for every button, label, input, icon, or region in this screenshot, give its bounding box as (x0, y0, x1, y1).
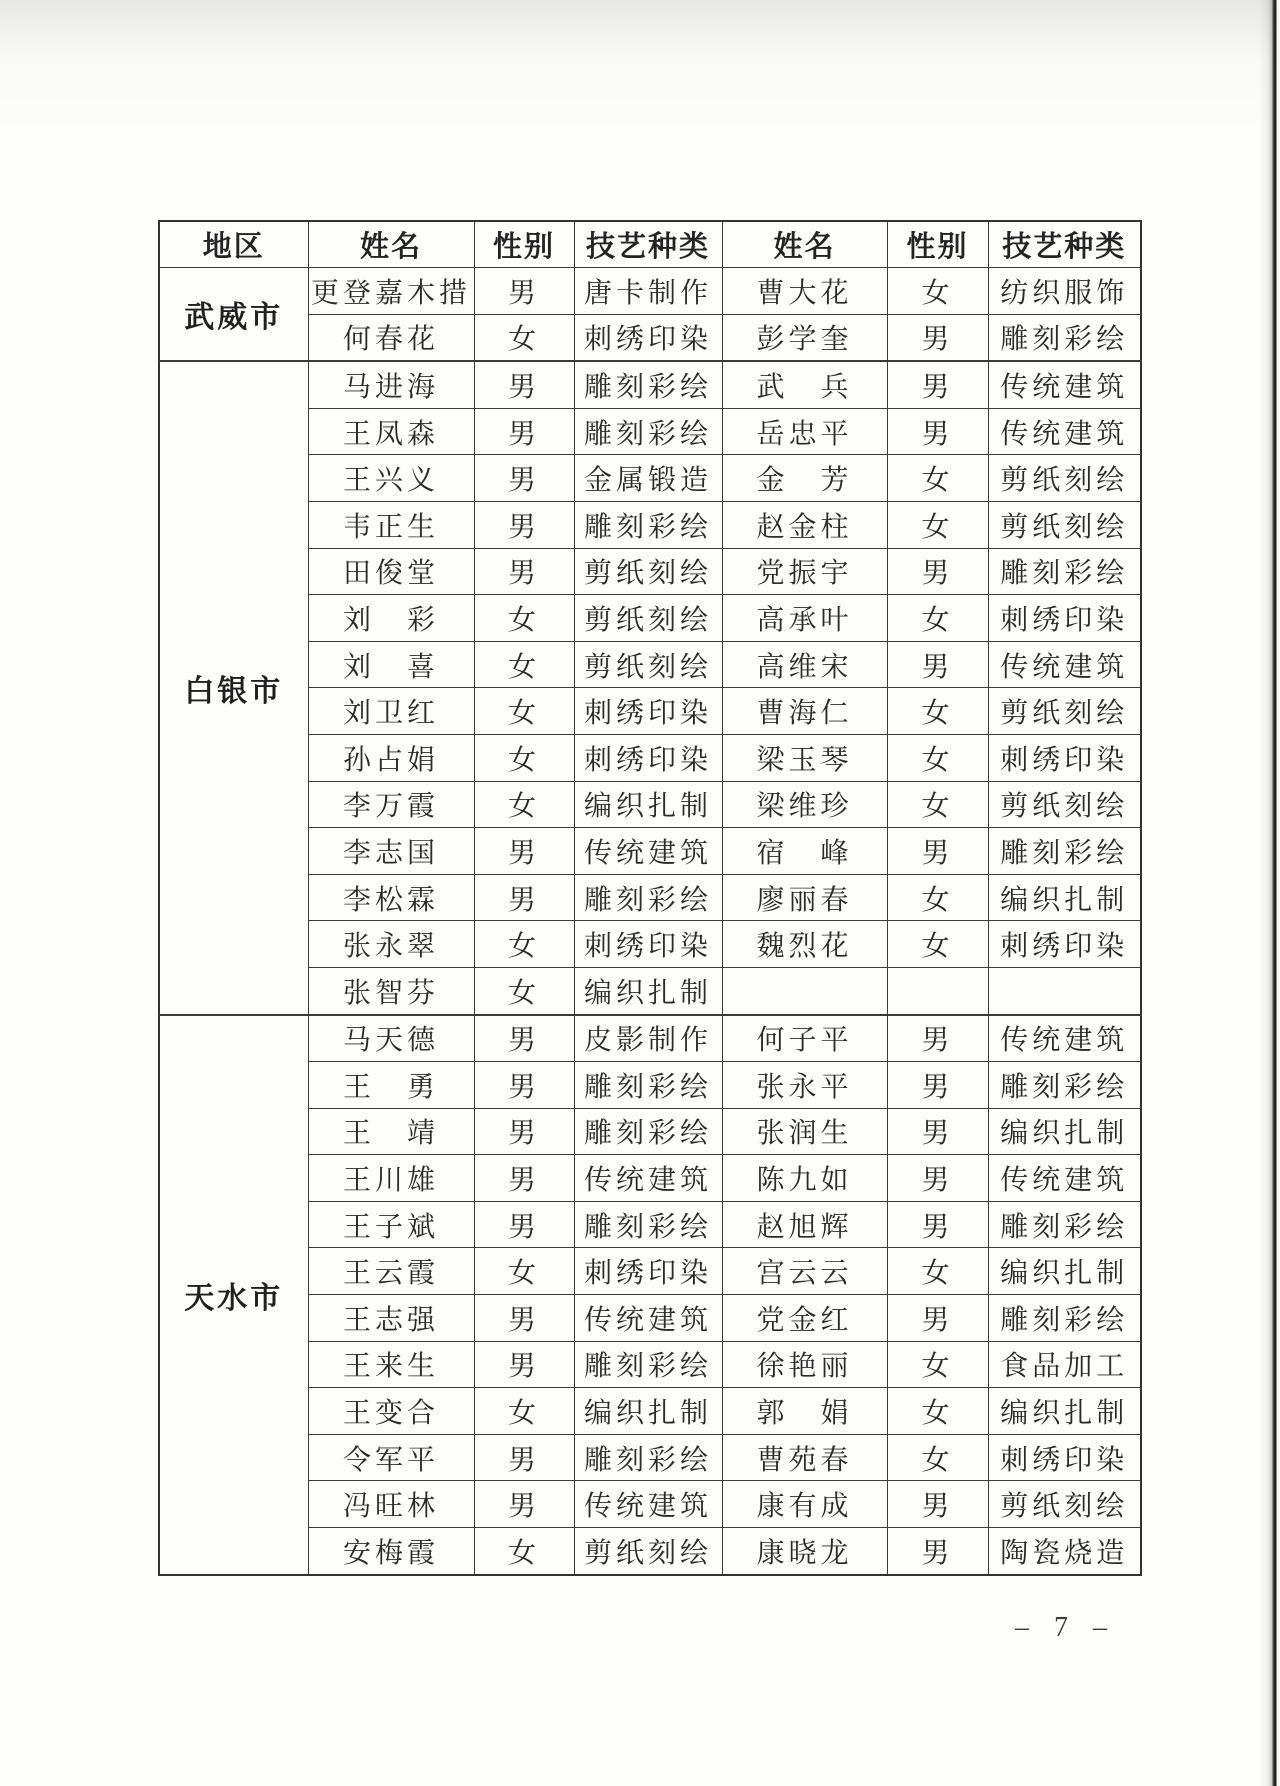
cell-name-2: 梁维珍 (722, 781, 887, 828)
cell-craft-2: 食品加工 (988, 1341, 1141, 1388)
cell-craft-2: 剪纸刻绘 (988, 1481, 1141, 1528)
cell-craft-2: 雕刻彩绘 (988, 1062, 1141, 1109)
cell-gender-2: 男 (887, 1015, 988, 1062)
cell-gender-1: 男 (474, 874, 574, 921)
cell-name-2: 金 芳 (722, 455, 887, 502)
cell-craft-2: 刺绣印染 (988, 734, 1141, 781)
column-header-gender-1: 性别 (474, 221, 574, 268)
column-header-name-1: 姓名 (308, 221, 474, 268)
cell-craft-2: 雕刻彩绘 (988, 828, 1141, 875)
cell-gender-2: 女 (887, 1341, 988, 1388)
cell-craft-1: 编织扎制 (574, 1388, 722, 1435)
cell-gender-2: 男 (887, 1155, 988, 1202)
cell-name-1: 刘卫红 (308, 688, 474, 735)
cell-craft-2: 剪纸刻绘 (988, 781, 1141, 828)
cell-gender-2: 男 (887, 641, 988, 688)
cell-gender-2: 男 (887, 1062, 988, 1109)
cell-name-2 (722, 967, 887, 1014)
cell-craft-2: 刺绣印染 (988, 921, 1141, 968)
cell-craft-2: 传统建筑 (988, 1155, 1141, 1202)
cell-name-2: 梁玉琴 (722, 734, 887, 781)
cell-name-1: 马天德 (308, 1015, 474, 1062)
column-header-craft-1: 技艺种类 (574, 221, 722, 268)
cell-craft-1: 雕刻彩绘 (574, 1434, 722, 1481)
cell-gender-2 (887, 967, 988, 1014)
cell-name-2: 张润生 (722, 1108, 887, 1155)
cell-craft-1: 刺绣印染 (574, 734, 722, 781)
cell-name-2: 赵旭辉 (722, 1201, 887, 1248)
cell-gender-2: 男 (887, 1201, 988, 1248)
cell-gender-2: 男 (887, 548, 988, 595)
column-header-craft-2: 技艺种类 (988, 221, 1141, 268)
cell-craft-2: 雕刻彩绘 (988, 1295, 1141, 1342)
cell-name-1: 马进海 (308, 361, 474, 408)
cell-gender-1: 男 (474, 1201, 574, 1248)
cell-gender-2: 女 (887, 688, 988, 735)
cell-name-2: 康有成 (722, 1481, 887, 1528)
column-header-region: 地区 (159, 221, 308, 268)
cell-craft-1: 编织扎制 (574, 781, 722, 828)
cell-craft-2: 刺绣印染 (988, 595, 1141, 642)
cell-name-1: 安梅霞 (308, 1528, 474, 1575)
cell-gender-1: 女 (474, 967, 574, 1014)
cell-gender-1: 男 (474, 1295, 574, 1342)
cell-name-1: 李松霖 (308, 874, 474, 921)
cell-name-1: 王凤森 (308, 408, 474, 455)
cell-craft-1: 刺绣印染 (574, 921, 722, 968)
cell-gender-1: 女 (474, 595, 574, 642)
cell-gender-1: 女 (474, 1528, 574, 1575)
scan-edge-line (1258, 0, 1280, 1786)
cell-name-2: 高维宋 (722, 641, 887, 688)
cell-gender-1: 男 (474, 361, 574, 408)
cell-gender-1: 女 (474, 921, 574, 968)
cell-gender-1: 男 (474, 548, 574, 595)
cell-gender-2: 男 (887, 408, 988, 455)
cell-craft-2 (988, 967, 1141, 1014)
cell-name-1: 冯旺林 (308, 1481, 474, 1528)
cell-craft-1: 皮影制作 (574, 1015, 722, 1062)
cell-craft-1: 雕刻彩绘 (574, 501, 722, 548)
cell-name-1: 王川雄 (308, 1155, 474, 1202)
page-number: – 7 – (1015, 1612, 1116, 1643)
cell-gender-2: 女 (887, 781, 988, 828)
cell-craft-1: 刺绣印染 (574, 688, 722, 735)
cell-name-1: 王云霞 (308, 1248, 474, 1295)
cell-name-1: 何春花 (308, 314, 474, 361)
cell-craft-1: 剪纸刻绘 (574, 641, 722, 688)
cell-craft-1: 剪纸刻绘 (574, 1528, 722, 1575)
cell-gender-1: 女 (474, 734, 574, 781)
cell-craft-2: 剪纸刻绘 (988, 688, 1141, 735)
cell-craft-1: 编织扎制 (574, 967, 722, 1014)
cell-gender-1: 男 (474, 1341, 574, 1388)
cell-craft-2: 剪纸刻绘 (988, 501, 1141, 548)
cell-name-2: 曹海仁 (722, 688, 887, 735)
region-cell: 天水市 (159, 1015, 308, 1575)
cell-gender-2: 男 (887, 361, 988, 408)
cell-gender-2: 女 (887, 455, 988, 502)
cell-craft-2: 雕刻彩绘 (988, 548, 1141, 595)
cell-craft-1: 雕刻彩绘 (574, 1108, 722, 1155)
cell-name-2: 宫云云 (722, 1248, 887, 1295)
cell-gender-1: 男 (474, 1108, 574, 1155)
cell-craft-2: 雕刻彩绘 (988, 1201, 1141, 1248)
cell-craft-1: 传统建筑 (574, 1155, 722, 1202)
cell-craft-1: 雕刻彩绘 (574, 408, 722, 455)
cell-gender-2: 男 (887, 1528, 988, 1575)
cell-gender-2: 女 (887, 734, 988, 781)
cell-name-2: 廖丽春 (722, 874, 887, 921)
cell-gender-1: 男 (474, 828, 574, 875)
page-top-shade (0, 0, 1280, 130)
cell-name-2: 魏烈花 (722, 921, 887, 968)
cell-gender-1: 男 (474, 268, 574, 315)
cell-name-1: 韦正生 (308, 501, 474, 548)
table-row (159, 1015, 1141, 1062)
cell-name-1: 王志强 (308, 1295, 474, 1342)
cell-craft-2: 传统建筑 (988, 1015, 1141, 1062)
table-row (159, 361, 1141, 408)
cell-name-1: 王来生 (308, 1341, 474, 1388)
cell-name-2: 陈九如 (722, 1155, 887, 1202)
cell-craft-1: 传统建筑 (574, 1295, 722, 1342)
cell-name-2: 张永平 (722, 1062, 887, 1109)
cell-name-1: 王兴义 (308, 455, 474, 502)
cell-name-1: 王子斌 (308, 1201, 474, 1248)
cell-name-1: 李志国 (308, 828, 474, 875)
region-cell: 武威市 (159, 268, 308, 362)
cell-craft-2: 剪纸刻绘 (988, 455, 1141, 502)
cell-name-2: 高承叶 (722, 595, 887, 642)
table-row (159, 268, 1141, 315)
cell-name-2: 武 兵 (722, 361, 887, 408)
cell-gender-2: 女 (887, 921, 988, 968)
cell-craft-1: 传统建筑 (574, 828, 722, 875)
cell-gender-2: 男 (887, 828, 988, 875)
table-body (159, 268, 1141, 1575)
cell-craft-1: 唐卡制作 (574, 268, 722, 315)
cell-gender-2: 男 (887, 314, 988, 361)
cell-gender-1: 男 (474, 455, 574, 502)
cell-name-2: 彭学奎 (722, 314, 887, 361)
cell-craft-2: 雕刻彩绘 (988, 314, 1141, 361)
cell-name-2: 康晓龙 (722, 1528, 887, 1575)
cell-craft-1: 雕刻彩绘 (574, 1201, 722, 1248)
cell-craft-2: 编织扎制 (988, 874, 1141, 921)
cell-name-1: 张智芬 (308, 967, 474, 1014)
cell-craft-2: 编织扎制 (988, 1108, 1141, 1155)
cell-name-1: 王 靖 (308, 1108, 474, 1155)
cell-craft-2: 纺织服饰 (988, 268, 1141, 315)
cell-gender-1: 男 (474, 1015, 574, 1062)
cell-gender-2: 男 (887, 1108, 988, 1155)
artisans-table (158, 220, 1142, 1576)
table-header (159, 221, 1141, 268)
cell-craft-2: 刺绣印染 (988, 1434, 1141, 1481)
cell-gender-1: 女 (474, 688, 574, 735)
cell-craft-1: 传统建筑 (574, 1481, 722, 1528)
cell-name-2: 岳忠平 (722, 408, 887, 455)
cell-gender-2: 女 (887, 595, 988, 642)
cell-name-1: 刘 喜 (308, 641, 474, 688)
cell-gender-1: 男 (474, 1062, 574, 1109)
cell-gender-1: 女 (474, 1248, 574, 1295)
cell-craft-1: 雕刻彩绘 (574, 361, 722, 408)
cell-gender-1: 女 (474, 641, 574, 688)
column-header-gender-2: 性别 (887, 221, 988, 268)
cell-name-2: 何子平 (722, 1015, 887, 1062)
cell-craft-2: 编织扎制 (988, 1248, 1141, 1295)
cell-gender-2: 女 (887, 268, 988, 315)
cell-craft-2: 陶瓷烧造 (988, 1528, 1141, 1575)
region-cell: 白银市 (159, 361, 308, 1014)
cell-gender-1: 女 (474, 781, 574, 828)
cell-name-1: 孙占娟 (308, 734, 474, 781)
cell-gender-2: 男 (887, 1295, 988, 1342)
cell-name-1: 刘 彩 (308, 595, 474, 642)
cell-gender-2: 男 (887, 1481, 988, 1528)
cell-craft-1: 雕刻彩绘 (574, 1341, 722, 1388)
cell-craft-1: 剪纸刻绘 (574, 595, 722, 642)
cell-craft-1: 刺绣印染 (574, 314, 722, 361)
cell-gender-2: 女 (887, 1388, 988, 1435)
column-header-name-2: 姓名 (722, 221, 887, 268)
cell-gender-2: 女 (887, 874, 988, 921)
cell-gender-1: 女 (474, 314, 574, 361)
cell-name-2: 党金红 (722, 1295, 887, 1342)
cell-craft-2: 编织扎制 (988, 1388, 1141, 1435)
cell-gender-2: 女 (887, 1248, 988, 1295)
cell-name-2: 赵金柱 (722, 501, 887, 548)
cell-gender-1: 男 (474, 1434, 574, 1481)
cell-name-2: 曹大花 (722, 268, 887, 315)
header-row (159, 221, 1141, 268)
cell-gender-1: 男 (474, 408, 574, 455)
cell-name-1: 更登嘉木措 (308, 268, 474, 315)
cell-craft-2: 传统建筑 (988, 361, 1141, 408)
cell-name-2: 党振宇 (722, 548, 887, 595)
cell-name-1: 张永翠 (308, 921, 474, 968)
cell-craft-1: 金属锻造 (574, 455, 722, 502)
cell-craft-1: 雕刻彩绘 (574, 874, 722, 921)
cell-craft-1: 刺绣印染 (574, 1248, 722, 1295)
cell-craft-2: 传统建筑 (988, 641, 1141, 688)
cell-name-1: 令军平 (308, 1434, 474, 1481)
cell-gender-1: 男 (474, 1481, 574, 1528)
cell-name-2: 宿 峰 (722, 828, 887, 875)
cell-gender-2: 女 (887, 501, 988, 548)
cell-name-2: 曹苑春 (722, 1434, 887, 1481)
cell-gender-1: 女 (474, 1388, 574, 1435)
cell-name-1: 田俊堂 (308, 548, 474, 595)
cell-craft-1: 剪纸刻绘 (574, 548, 722, 595)
cell-craft-1: 雕刻彩绘 (574, 1062, 722, 1109)
cell-name-1: 李万霞 (308, 781, 474, 828)
cell-name-2: 徐艳丽 (722, 1341, 887, 1388)
cell-name-2: 郭 娟 (722, 1388, 887, 1435)
cell-name-1: 王 勇 (308, 1062, 474, 1109)
cell-gender-1: 男 (474, 1155, 574, 1202)
cell-gender-1: 男 (474, 501, 574, 548)
cell-name-1: 王变合 (308, 1388, 474, 1435)
cell-gender-2: 女 (887, 1434, 988, 1481)
cell-craft-2: 传统建筑 (988, 408, 1141, 455)
